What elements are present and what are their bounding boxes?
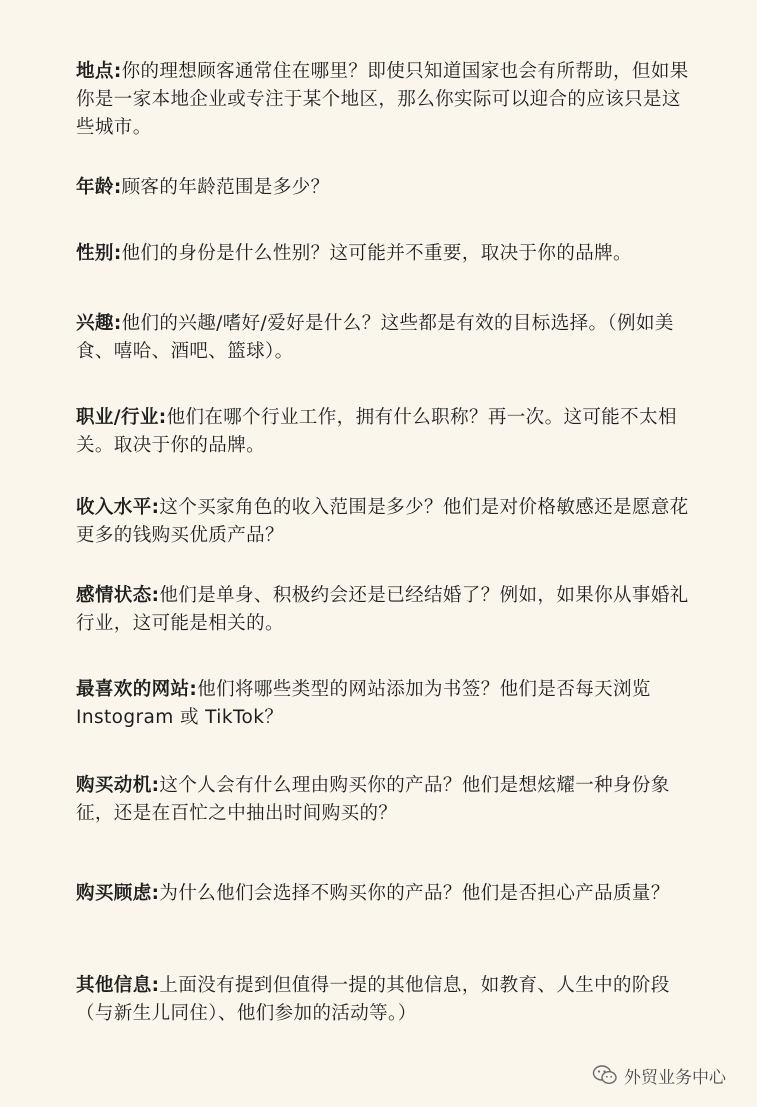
item-colon: : (151, 497, 160, 518)
item-text: 这个买家角色的收入范围是多少？他们是对价格敏感还是愿意花更多的钱购买优质产品？ (76, 497, 689, 546)
wechat-icon (592, 1064, 618, 1086)
item-label: 年龄 (76, 177, 114, 198)
item-purchase-motive (76, 772, 696, 828)
item-colon: : (189, 679, 198, 700)
item-colon: : (113, 177, 122, 198)
item-label: 最喜欢的网站 (76, 679, 190, 700)
item-colon: : (113, 243, 122, 264)
watermark-text: 外贸业务中心 (624, 1067, 726, 1088)
item-purchase-concerns (76, 880, 696, 908)
item-text: 他们的兴趣/嗜好/爱好是什么？这些都是有效的目标选择。（例如美食、嘻哈、酒吧、篮球）。 (76, 313, 674, 362)
item-colon: : (151, 975, 160, 996)
item-text: 他们的身份是什么性别？这可能并不重要，取决于你的品牌。 (121, 243, 632, 264)
item-other-info (76, 972, 696, 1028)
item-label: 感情状态 (76, 585, 152, 606)
item-age (76, 174, 696, 202)
item-occupation (76, 404, 696, 460)
item-colon: : (158, 407, 167, 428)
item-text: 上面没有提到但值得一提的其他信息，如教育、人生中的阶段（与新生儿同住）、他们参加的活动等。） (76, 975, 670, 1024)
item-text: 为什么他们会选择不购买你的产品？他们是否担心产品质量？ (159, 883, 670, 904)
item-label: 收入水平 (76, 497, 152, 518)
item-text: 这个人会有什么理由购买你的产品？他们是想炫耀一种身份象征，还是在百忙之中抽出时间购买的？ (76, 775, 670, 824)
item-text: 顾客的年龄范围是多少？ (121, 177, 330, 198)
item-colon: : (151, 585, 160, 606)
item-text: 他们在哪个行业工作，拥有什么职称？再一次。这可能不太相关。取决于你的品牌。 (76, 407, 677, 456)
item-location (76, 58, 696, 142)
item-colon: : (151, 775, 160, 796)
item-label: 其他信息 (76, 975, 152, 996)
item-label: 性别 (76, 243, 114, 264)
item-label: 地点 (76, 61, 114, 82)
item-label: 购买动机 (76, 775, 152, 796)
item-gender (76, 240, 696, 268)
item-interests (76, 310, 696, 366)
item-label: 兴趣 (76, 313, 114, 334)
item-label: 购买顾虑 (76, 883, 152, 904)
item-colon: : (113, 313, 122, 334)
item-text: 他们将哪些类型的网站添加为书签？他们是否每天浏览 Instogram 或 TikTok？ (76, 679, 651, 728)
item-text: 他们是单身、积极约会还是已经结婚了？例如，如果你从事婚礼行业，这可能是相关的。 (76, 585, 689, 634)
watermark (592, 1060, 726, 1090)
item-colon: : (113, 61, 122, 82)
item-relationship (76, 582, 696, 638)
item-text: 你的理想顾客通常住在哪里？即使只知道国家也会有所帮助，但如果你是一家本地企业或专注于某个地区，那么你实际可以迎合的应该只是这些城市。 (76, 61, 689, 138)
item-label: 职业/行业 (76, 407, 159, 428)
item-income (76, 494, 696, 550)
item-colon: : (151, 883, 160, 904)
item-favorite-sites (76, 676, 696, 732)
